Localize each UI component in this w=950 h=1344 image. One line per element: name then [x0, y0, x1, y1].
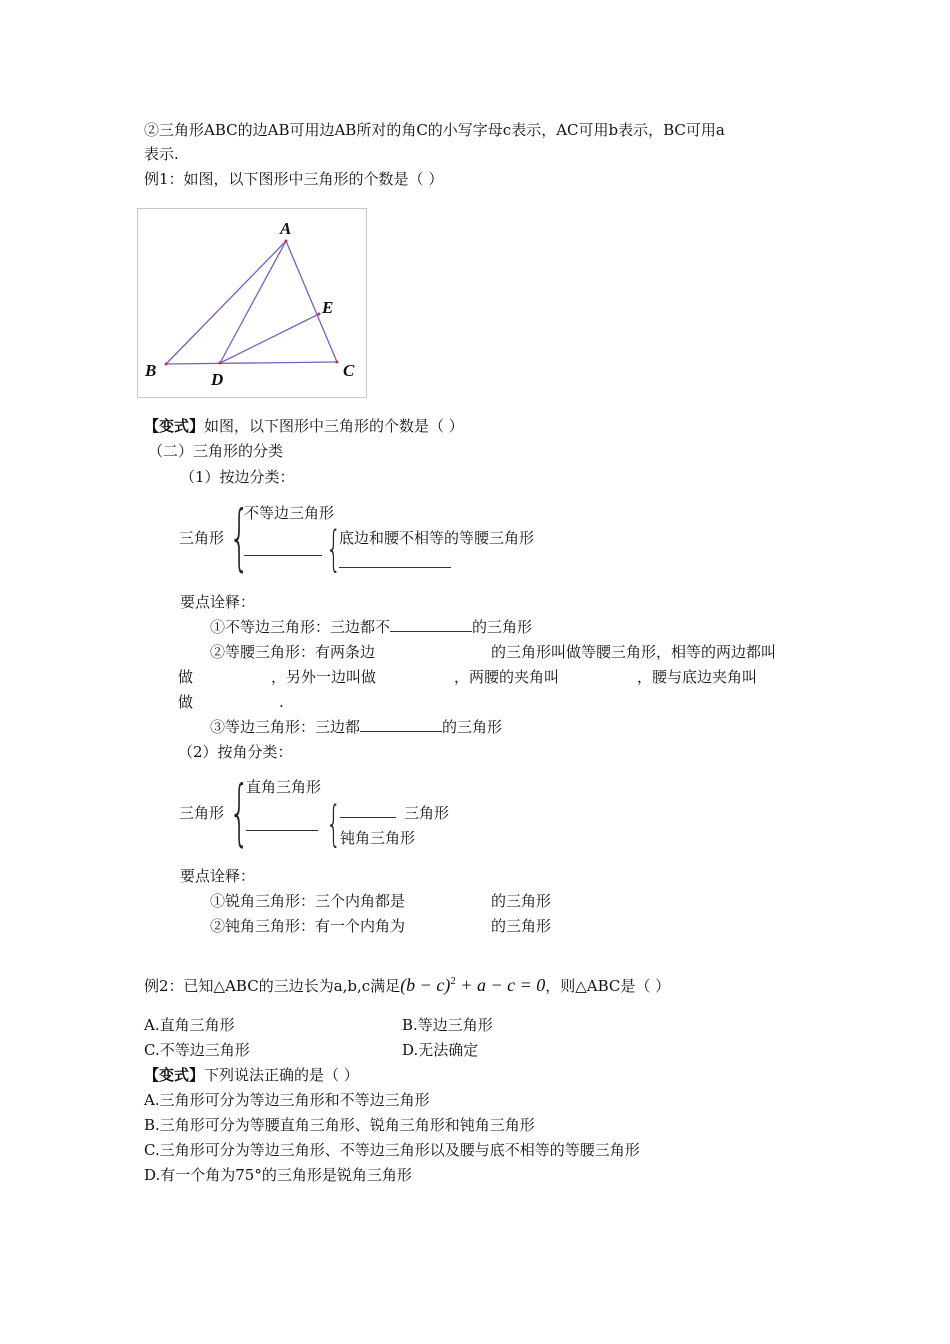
example-2-question [144, 970, 670, 997]
tri-label-angle: 三角形 [179, 804, 225, 822]
triangle-diagram [138, 209, 366, 397]
section-title: （二）三角形的分类 [148, 442, 284, 460]
equilateral-blank [339, 553, 451, 573]
note-text: ①锐角三角形：三个内角都是 [210, 892, 406, 910]
iso-not-equi-item: 底边和腰不相等的等腰三角形 [339, 529, 535, 547]
example-1-question: 例1：如图，以下图形中三角形的个数是（ ） [144, 170, 444, 188]
oblique-blank [246, 816, 318, 836]
note-text: 的三角形 [442, 718, 503, 736]
note-text: ②钝角三角形：有一个内角为 [210, 917, 406, 935]
note-text: 的三角形 [491, 917, 552, 935]
point-B [165, 363, 168, 366]
intro-line-2: 表示. [144, 145, 179, 163]
note-text: 的三角形 [472, 618, 533, 636]
option-a: A.直角三角形 [144, 1016, 235, 1034]
variant-2-text: 下列说法正确的是（ ） [204, 1066, 359, 1084]
acute-item [340, 803, 449, 823]
acute-suffix: 三角形 [404, 804, 450, 822]
note-text: ③等边三角形：三边都 [210, 718, 361, 736]
note-equilateral [210, 717, 502, 737]
note-isosceles-cont [178, 667, 757, 687]
label-A: A [280, 219, 292, 238]
option-d: D.无法确定 [402, 1041, 479, 1059]
note-text: ，腰与底边夹角叫 [637, 668, 758, 686]
label-E: E [322, 298, 334, 317]
segment-AB [166, 241, 286, 364]
isosceles-blank [244, 541, 322, 561]
notes-title: 要点诠释： [180, 593, 256, 611]
point-C [336, 361, 339, 364]
label-B: B [145, 361, 157, 380]
note-text: ，两腰的夹角叫 [454, 668, 560, 686]
equation-part: (b − c) [400, 975, 451, 995]
segment-BC [166, 362, 337, 364]
note-acute [210, 891, 551, 911]
option-b: B.等边三角形 [402, 1016, 493, 1034]
variant-2-option-d: D.有一个角为75°的三角形是锐角三角形 [144, 1166, 412, 1184]
tri-label-side: 三角形 [179, 529, 225, 547]
variant-2-option-b: B.三角形可分为等腰直角三角形、锐角三角形和钝角三角形 [144, 1116, 535, 1134]
note-text: 的三角形 [491, 892, 552, 910]
label-D: D [211, 370, 224, 389]
segment-AD [220, 241, 286, 363]
note-isosceles-end [178, 692, 284, 712]
point-E [318, 313, 321, 316]
example-2-prefix: 例2：已知△ABC的三边长为a,b,c满足 [144, 977, 401, 995]
equation-part: + a − c = 0 [455, 975, 546, 995]
point-D [219, 362, 222, 365]
point-A [285, 240, 288, 243]
intro-line-1: ②三角形ABC的边AB可用边AB所对的角C的小写字母c表示，AC可用b表示，BC可用a [144, 121, 725, 139]
note-text: 做 [178, 668, 194, 686]
triangle-figure [137, 208, 367, 398]
segment-DE [220, 314, 319, 363]
notes-title: 要点诠释： [180, 867, 256, 885]
note-text: ①不等边三角形：三边都不 [210, 618, 391, 636]
note-obtuse [210, 916, 551, 936]
left-brace-icon: { [326, 521, 342, 577]
note-scalene [210, 617, 532, 637]
by-angle-heading: （2）按角分类： [178, 743, 293, 761]
left-brace-icon: { [229, 770, 250, 854]
equation [400, 975, 545, 995]
note-text: 的三角形叫做等腰三角形，相等的两边都叫 [491, 643, 777, 661]
variant-1-text: 如图，以下图形中三角形的个数是（ ） [204, 417, 464, 435]
variant-1 [144, 416, 464, 436]
variant-tag: 【变式】 [144, 1066, 205, 1084]
left-brace-icon: { [229, 495, 250, 579]
left-brace-icon: { [326, 796, 342, 852]
note-text: 做 [178, 693, 194, 711]
option-c: C.不等边三角形 [144, 1041, 250, 1059]
equation-exponent: 2 [450, 975, 456, 987]
note-isosceles [210, 642, 776, 662]
example-2-suffix: ，则△ABC是（ ） [545, 977, 671, 995]
variant-tag: 【变式】 [144, 417, 205, 435]
scalene-item: 不等边三角形 [244, 504, 335, 522]
right-triangle-item: 直角三角形 [246, 778, 322, 796]
variant-2 [144, 1065, 359, 1085]
note-text: ，另外一边叫做 [271, 668, 377, 686]
by-side-heading: （1）按边分类： [180, 468, 295, 486]
obtuse-item: 钝角三角形 [340, 829, 416, 847]
label-C: C [343, 361, 355, 380]
note-text: ②等腰三角形：有两条边 [210, 643, 376, 661]
variant-2-option-c: C.三角形可分为等边三角形、不等边三角形以及腰与底不相等的等腰三角形 [144, 1141, 640, 1159]
variant-2-option-a: A.三角形可分为等边三角形和不等边三角形 [144, 1091, 430, 1109]
note-text: . [279, 693, 284, 711]
